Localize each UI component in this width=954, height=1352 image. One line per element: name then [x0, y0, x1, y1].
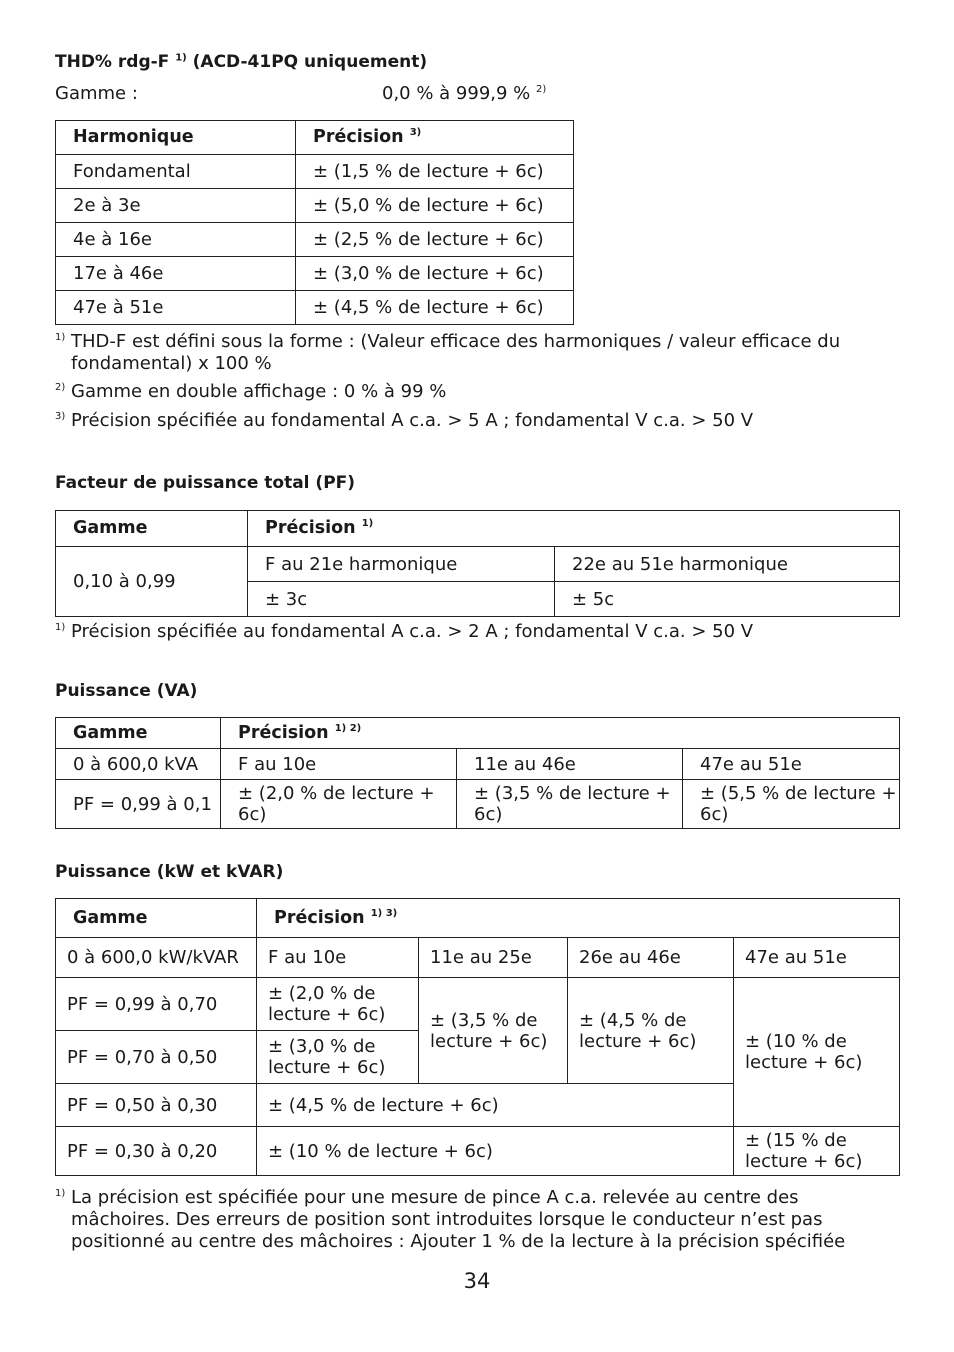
harmonique-cell: 17e à 46e — [56, 257, 296, 291]
table-header-row — [56, 718, 900, 749]
pf-label-cell: PF = 0,99 à 0,1 — [56, 780, 221, 829]
table-header-row — [56, 121, 574, 155]
table-row — [56, 780, 900, 829]
value-cell: ± 5c — [555, 582, 900, 617]
va-section-title: Puissance (VA) — [55, 681, 198, 701]
table-row — [56, 189, 574, 223]
table-row — [56, 155, 574, 189]
thd-footnote-2: $^{2)}$ Gamme en double affichage : 0 % à 99 % — [55, 381, 447, 402]
precision-cell: ± (1,5 % de lecture + 6c) — [296, 155, 574, 189]
value-cell: ± (10 % de lecture + 6c) — [734, 978, 900, 1127]
thd-range-value: 0,0 % à 999,9 % $^{2)}$ — [382, 83, 547, 104]
header-precision: Précision $^{3)}$ — [296, 121, 574, 155]
header-precision: Précision $^{1)}$ — [248, 511, 900, 547]
value-cell: ± (15 % de lecture + 6c) — [734, 1127, 900, 1176]
header-harmonique: Harmonique — [56, 121, 296, 155]
precision-cell: ± (4,5 % de lecture + 6c) — [296, 291, 574, 325]
column-header-cell: 11e au 25e — [419, 938, 568, 978]
table-header-row — [56, 899, 900, 938]
table-header-row — [56, 511, 900, 547]
harmonique-cell: Fondamental — [56, 155, 296, 189]
value-cell: ± (2,0 % de lecture + 6c) — [221, 780, 457, 829]
range-cell: 0,10 à 0,99 — [56, 547, 248, 617]
precision-cell: ± (5,0 % de lecture + 6c) — [296, 189, 574, 223]
harmonique-cell: 47e à 51e — [56, 291, 296, 325]
value-cell: ± (4,5 % de lecture + 6c) — [568, 978, 734, 1084]
table-row — [56, 257, 574, 291]
value-cell: ± (3,0 % de lecture + 6c) — [257, 1031, 419, 1084]
precision-cell: ± (3,0 % de lecture + 6c) — [296, 257, 574, 291]
column-header-cell: F au 10e — [221, 749, 457, 780]
column-header-cell: 47e au 51e — [683, 749, 900, 780]
page-number: 34 — [463, 1269, 491, 1293]
header-precision: Précision $^{1) 3)}$ — [257, 899, 900, 938]
kw-footnote: $^{1)}$ La précision est spécifiée pour une mesure de pince A c.a. relevée au centre des mâchoires. Des erreurs de position sont introduites lorsque le conducteur n’est pas positionné au centre des mâchoires : Ajouter 1 % de la lecture à la précision spécifiée — [55, 1187, 846, 1252]
thd-footnote-1: $^{1)}$ THD-F est défini sous la forme : (Valeur efficace des harmoniques / valeur efficace du fondamental) x 100 % — [55, 331, 841, 374]
pf-table — [55, 510, 900, 617]
value-cell: ± (10 % de lecture + 6c) — [257, 1127, 734, 1176]
table-row — [56, 291, 574, 325]
column-header-cell: F au 21e harmonique — [248, 547, 555, 582]
column-header-cell: 11e au 46e — [457, 749, 683, 780]
harmonique-cell: 4e à 16e — [56, 223, 296, 257]
header-gamme: Gamme — [56, 899, 257, 938]
column-header-cell: 47e au 51e — [734, 938, 900, 978]
thd-table — [55, 120, 574, 325]
value-cell: ± 3c — [248, 582, 555, 617]
column-header-cell: 22e au 51e harmonique — [555, 547, 900, 582]
harmonique-cell: 2e à 3e — [56, 189, 296, 223]
table-row — [56, 978, 900, 1031]
header-precision: Précision $^{1) 2)}$ — [221, 718, 900, 749]
kw-section-title: Puissance (kW et kVAR) — [55, 862, 284, 882]
column-header-cell: 26e au 46e — [568, 938, 734, 978]
value-cell: ± (3,5 % de lecture + 6c) — [419, 978, 568, 1084]
pf-footnote: $^{1)}$ Précision spécifiée au fondamental A c.a. > 2 A ; fondamental V c.a. > 50 V — [55, 621, 754, 642]
table-row — [56, 547, 900, 582]
kw-table — [55, 898, 900, 1176]
column-header-cell: F au 10e — [257, 938, 419, 978]
thd-footnote-3: $^{3)}$ Précision spécifiée au fondamental A c.a. > 5 A ; fondamental V c.a. > 50 V — [55, 410, 754, 431]
value-cell: ± (4,5 % de lecture + 6c) — [257, 1084, 734, 1127]
value-cell: ± (2,0 % de lecture + 6c) — [257, 978, 419, 1031]
table-row — [56, 223, 574, 257]
table-row — [56, 938, 900, 978]
table-row — [56, 1127, 900, 1176]
value-cell: ± (3,5 % de lecture + 6c) — [457, 780, 683, 829]
pf-label-cell: PF = 0,99 à 0,70 — [56, 978, 257, 1031]
header-gamme: Gamme — [56, 511, 248, 547]
thd-range-label: Gamme : — [55, 83, 138, 104]
table-row — [56, 749, 900, 780]
value-cell: ± (5,5 % de lecture + 6c) — [683, 780, 900, 829]
pf-section-title: Facteur de puissance total (PF) — [55, 473, 356, 493]
range-cell: 0 à 600,0 kW/kVAR — [56, 938, 257, 978]
va-table — [55, 717, 900, 829]
pf-label-cell: PF = 0,70 à 0,50 — [56, 1031, 257, 1084]
range-cell: 0 à 600,0 kVA — [56, 749, 221, 780]
pf-label-cell: PF = 0,30 à 0,20 — [56, 1127, 257, 1176]
pf-label-cell: PF = 0,50 à 0,30 — [56, 1084, 257, 1127]
thd-section-title: THD% rdg-F $^{1)}$ (ACD-41PQ uniquement) — [55, 52, 428, 72]
header-gamme: Gamme — [56, 718, 221, 749]
precision-cell: ± (2,5 % de lecture + 6c) — [296, 223, 574, 257]
